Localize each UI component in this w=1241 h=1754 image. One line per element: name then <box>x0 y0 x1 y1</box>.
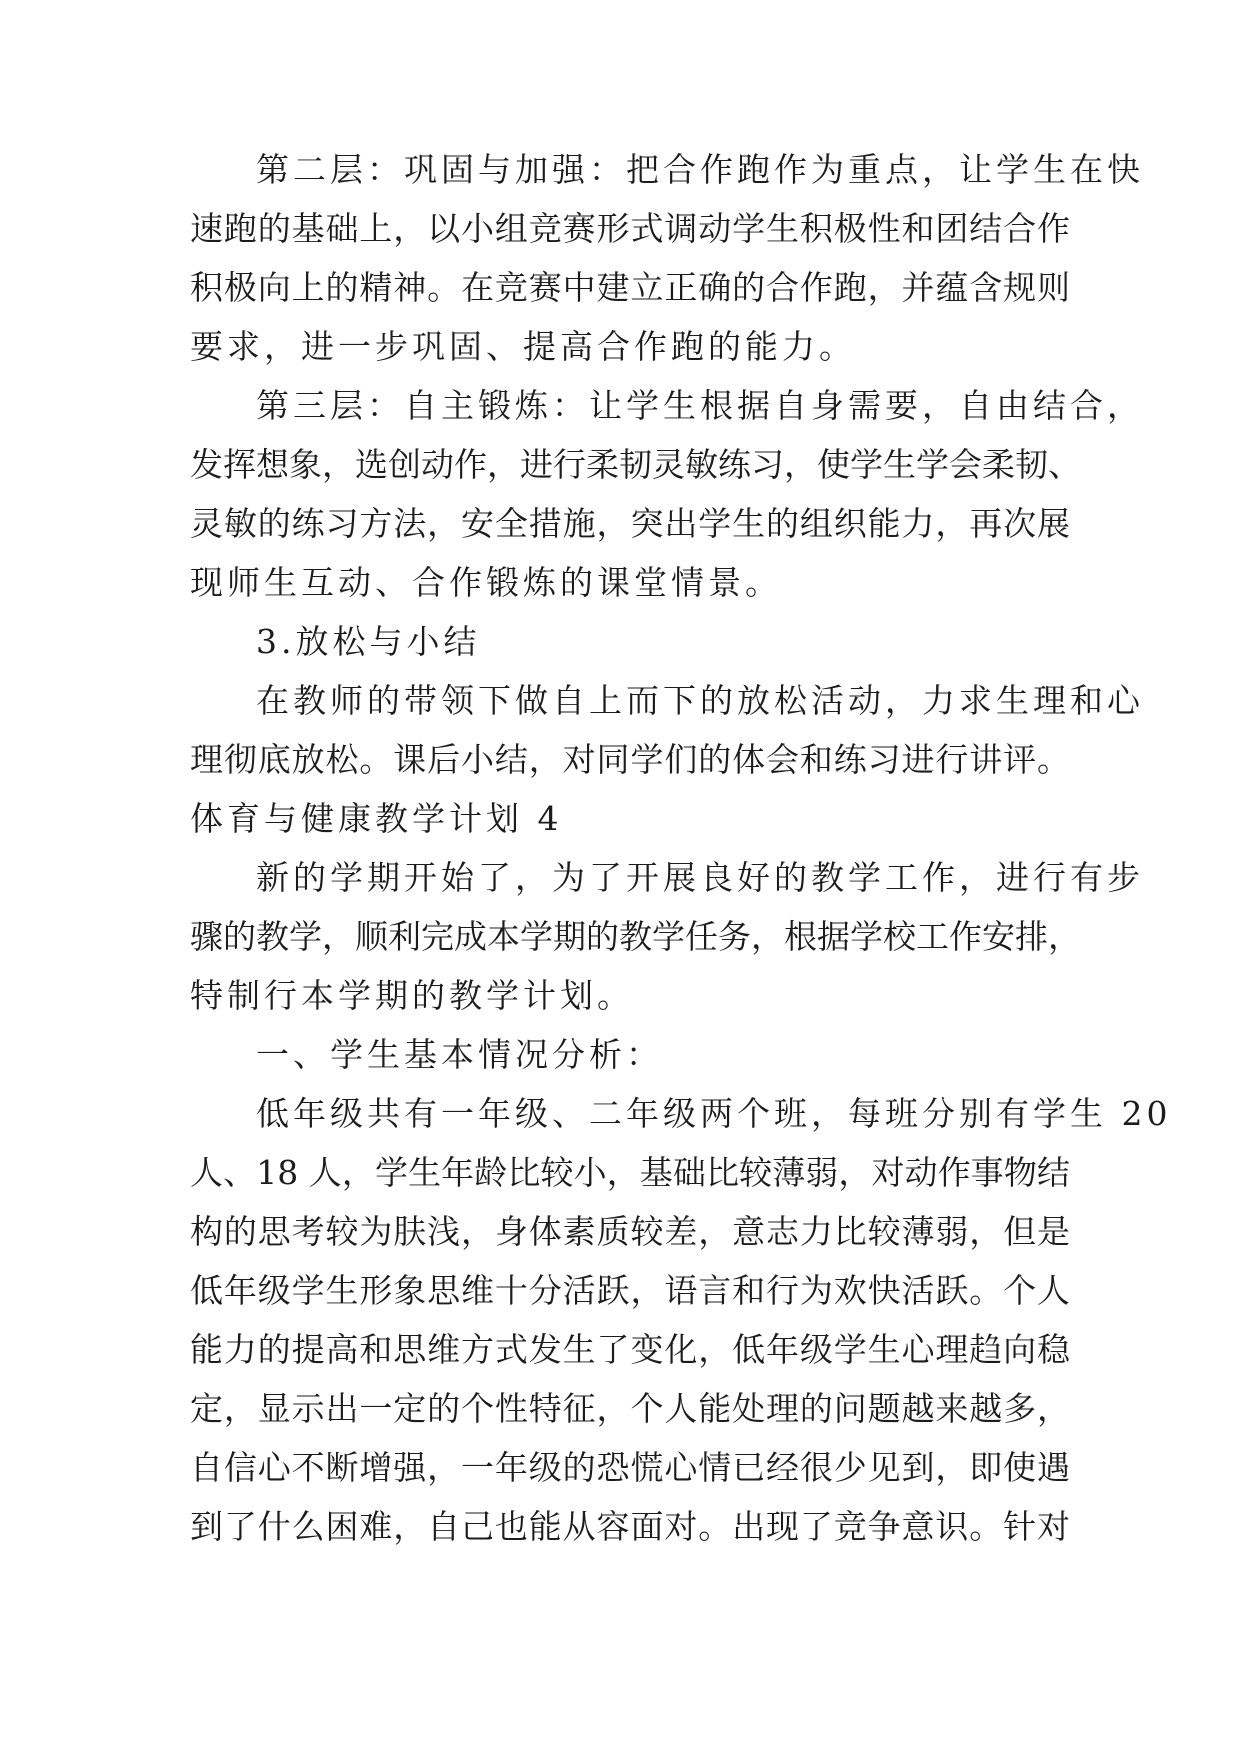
paragraph-line: 发挥想象，选创动作，进行柔韧灵敏练习，使学生学会柔韧、 <box>190 445 1081 484</box>
paragraph-line: 骤的教学，顺利完成本学期的教学任务，根据学校工作安排， <box>190 917 1081 956</box>
paragraph-line: 灵敏的练习方法，安全措施，突出学生的组织能力，再次展 <box>190 504 1070 543</box>
paragraph-line: 新的学期开始了，为了开展良好的教学工作，进行有步 <box>256 858 1144 897</box>
paragraph-line: 第三层：自主锻炼：让学生根据自身需要，自由结合， <box>256 386 1144 425</box>
paragraph-line: 现师生互动、合作锻炼的课堂情景。 <box>190 563 782 602</box>
paragraph-line: 到了什么困难，自己也能从容面对。出现了竞争意识。针对 <box>190 1507 1070 1546</box>
paragraph-line: 特制行本学期的教学计划。 <box>190 976 634 1015</box>
document-title: 体育与健康教学计划 4 <box>190 799 563 838</box>
paragraph-line: 速跑的基础上，以小组竞赛形式调动学生积极性和团结合作 <box>190 209 1070 248</box>
paragraph-line: 自信心不断增强，一年级的恐慌心情已经很少见到，即使遇 <box>190 1448 1070 1487</box>
paragraph-line: 定，显示出一定的个性特征，个人能处理的问题越来越多， <box>190 1389 1070 1428</box>
paragraph-line: 人、18 人，学生年龄比较小，基础比较薄弱，对动作事物结 <box>190 1153 1070 1192</box>
section-heading: 3.放松与小结 <box>256 622 481 661</box>
paragraph-line: 构的思考较为肤浅，身体素质较差，意志力比较薄弱，但是 <box>190 1212 1070 1251</box>
paragraph-line: 积极向上的精神。在竞赛中建立正确的合作跑，并蕴含规则 <box>190 268 1070 307</box>
paragraph-line: 能力的提高和思维方式发生了变化，低年级学生心理趋向稳 <box>190 1330 1070 1369</box>
paragraph-line: 要求，进一步巩固、提高合作跑的能力。 <box>190 327 856 366</box>
paragraph-line: 第二层：巩固与加强：把合作跑作为重点，让学生在快 <box>256 150 1144 189</box>
paragraph-line: 理彻底放松。课后小结，对同学们的体会和练习进行讲评。 <box>190 740 1070 779</box>
paragraph-line: 在教师的带领下做自上而下的放松活动，力求生理和心 <box>256 681 1144 720</box>
paragraph-line: 低年级共有一年级、二年级两个班，每班分别有学生 20 <box>256 1094 1172 1133</box>
paragraph-line: 低年级学生形象思维十分活跃，语言和行为欢快活跃。个人 <box>190 1271 1070 1310</box>
section-heading: 一、学生基本情况分析： <box>256 1035 663 1074</box>
